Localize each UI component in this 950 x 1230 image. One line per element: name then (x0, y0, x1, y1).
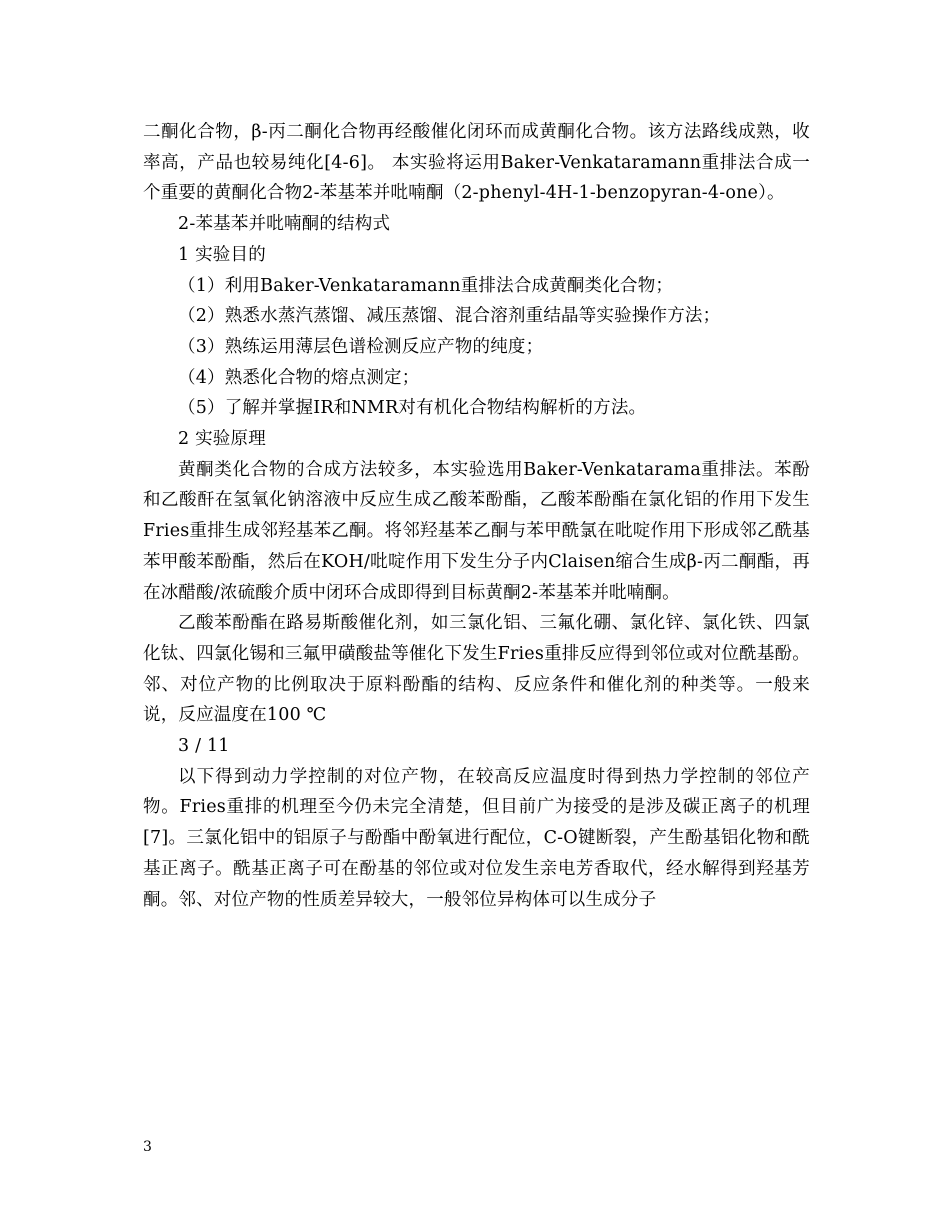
structure-caption: 2-苯基苯并吡喃酮的结构式 (178, 214, 391, 235)
page-number: 3 (143, 1139, 152, 1155)
paragraph-fries-rearrangement: 乙酸苯酚酯在路易斯酸催化剂，如三氯化铝、三氟化硼、氯化锌、氯化铁、四氯化钛、四氯化锡和三氟甲磺酸盐等催化下发生Fries重排反应得到邻位或对位酰基酚。邻、对位产物的比例取决于原料酚酯的结构、反应条件和催化剂的种类等。一般来说，反应温度在100 ℃ (143, 613, 810, 726)
paragraph-fries-mechanism: 以下得到动力学控制的对位产物，在较高反应温度时得到热力学控制的邻位产物。Fries重排的机理至今仍未完全清楚，但目前广为接受的是涉及碳正离子的机理[7]。三氯化铝中的铝原子与酚酯中酚氧进行配位，C-O键断裂，产生酚基铝化物和酰基正离子。酰基正离子可在酚基的邻位或对位发生亲电芳香取代，经水解得到羟基芳酮。邻、对位产物的性质差异较大，一般邻位异构体可以生成分子 (143, 766, 810, 910)
purpose-item-3: （3）熟练运用薄层色谱检测反应产物的纯度； (178, 336, 544, 357)
purpose-item-5: （5）了解并掌握IR和NMR对有机化合物结构解析的方法。 (178, 398, 647, 419)
purpose-item-4: （4）熟悉化合物的熔点测定； (178, 367, 420, 388)
section-heading-purpose: 1 实验目的 (178, 244, 266, 265)
paragraph-principle-synthesis: 黄酮类化合物的合成方法较多，本实验选用Baker-Venkatarama重排法。苯酚和乙酸酐在氢氧化钠溶液中反应生成乙酸苯酚酯，乙酸苯酚酯在氯化铝的作用下发生Fries重排生成邻羟基苯乙酮。将邻羟基苯乙酮与苯甲酰氯在吡啶作用下形成邻乙酰基苯甲酸苯酚酯，然后在KOH/吡啶作用下发生分子内Claisen缩合生成β-丙二酮酯，再在冰醋酸/浓硫酸介质中闭环合成即得到目标黄酮2-苯基苯并吡喃酮。 (143, 459, 810, 603)
paragraph-intro-continuation: 二酮化合物，β-丙二酮化合物再经酸催化闭环而成黄酮化合物。该方法路线成熟，收率高，产品也较易纯化[4-6]。 本实验将运用Baker-Venkataramann重排法合成一个重要的黄酮化合物2-苯基苯并吡喃酮（2-phenyl-4H-1-benzopyran-4-one）。 (143, 122, 810, 204)
purpose-item-1: （1）利用Baker-Venkataramann重排法合成黄酮类化合物； (178, 275, 674, 296)
section-heading-principle: 2 实验原理 (178, 429, 266, 450)
document-body (143, 117, 810, 915)
purpose-item-2: （2）熟悉水蒸汽蒸馏、减压蒸馏、混合溶剂重结晶等实验操作方法； (178, 306, 721, 327)
inline-page-marker: 3 / 11 (178, 736, 230, 757)
